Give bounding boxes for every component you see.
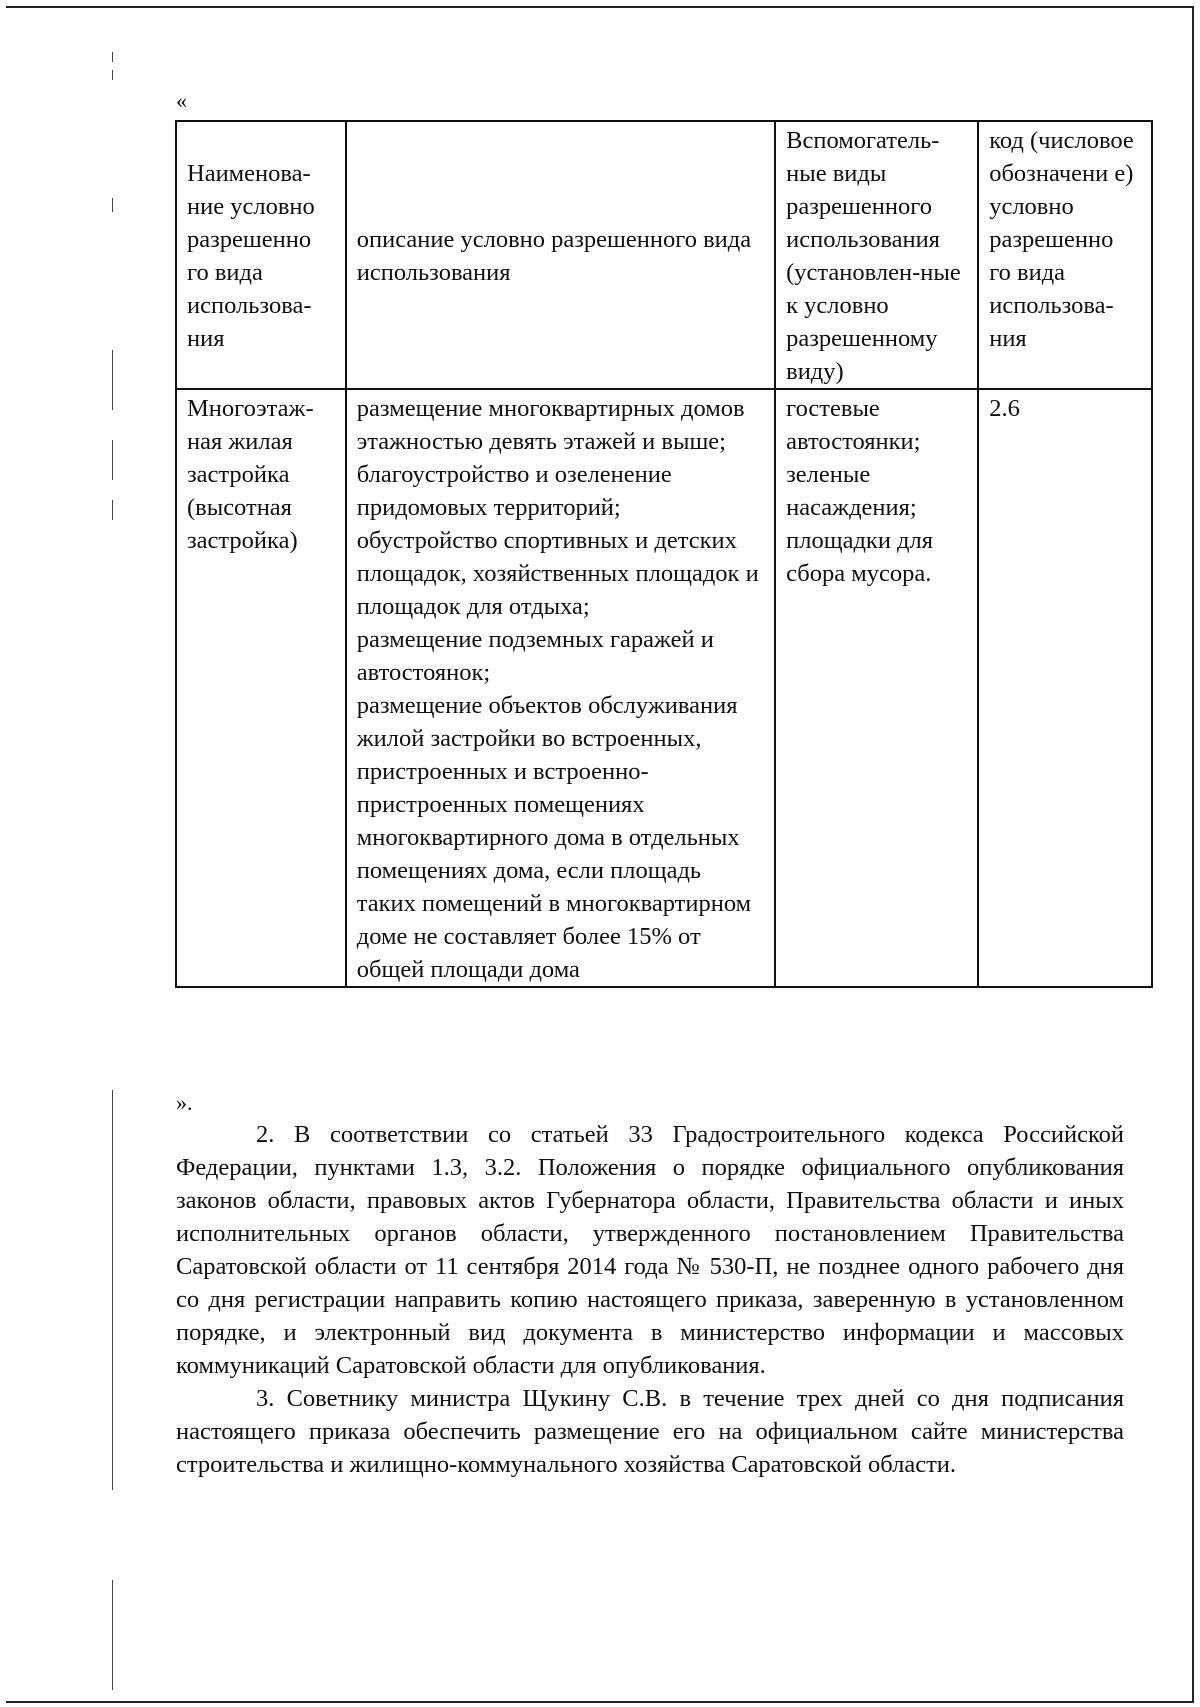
header-name-cell: Наименова-ние условно разрешенно го вида использова-ния: [176, 121, 346, 389]
scan-margin-marks: [112, 40, 116, 1690]
usage-types-table: [175, 120, 1153, 988]
close-quote: ».: [176, 1090, 193, 1115]
paragraph-2: 2. В соответствии со статьей 33 Градостроительного кодекса Российской Федерации, пунктами 1.3, 3.2. Положения о порядке официального опубликования законов области, правовых актов Губернатора области, Правительства области и иных исполнительных органов области, утвержденного постановлением Правительства Саратовской области от 11 сентября 2014 года № 530-П, не позднее одного рабочего дня со дня регистрации направить копию настоящего приказа, заверенную в установленном порядке, и электронный вид документа в министерство информации и массовых коммуникаций Саратовской области для опубликования.: [176, 1121, 1124, 1379]
body-text: [176, 1118, 1124, 1481]
row-auxiliary-cell: [775, 389, 978, 987]
description-line: обустройство спортивных и детских площадок, хозяйственных площадок и площадок для отдыха;: [356, 527, 759, 620]
row-code-cell: 2.6: [978, 389, 1152, 987]
row-description-cell: [346, 389, 775, 987]
table-header-row: [176, 121, 1152, 389]
header-code-cell: код (числовое обозначени е) условно разрешенно го вида использова-ния: [978, 121, 1152, 389]
paragraph-3: 3. Советнику министра Щукину С.В. в течение трех дней со дня подписания настоящего приказа обеспечить размещение его на официальном сайте министерства строительства и жилищно-коммунального хозяйства Саратовской области.: [176, 1385, 1124, 1478]
auxiliary-line: гостевые автостоянки;: [786, 395, 921, 455]
auxiliary-line: площадки для сбора мусора.: [786, 527, 934, 587]
description-line: благоустройство и озеленение придомовых территорий;: [356, 461, 672, 521]
description-line: размещение подземных гаражей и автостоянок;: [356, 626, 714, 686]
row-name-cell: Многоэтаж-ная жилая застройка (высотная застройка): [176, 389, 346, 987]
auxiliary-line: зеленые насаждения;: [786, 461, 917, 521]
table-row: [176, 389, 1152, 987]
header-auxiliary-cell: Вспомогатель-ные виды разрешенного использования (установлен-ные к условно разрешенному виду): [775, 121, 978, 389]
header-description-cell: описание условно разрешенного вида использования: [346, 121, 775, 389]
description-line: размещение объектов обслуживания жилой застройки во встроенных, пристроенных и встроенно-пристроенных помещениях многоквартирного дома в отдельных помещениях дома, если площадь таких помещений в многоквартирном доме не составляет более 15% от общей площади дома: [356, 692, 752, 983]
open-quote: «: [176, 88, 187, 113]
description-line: размещение многоквартирных домов этажностью девять этажей и выше;: [356, 395, 745, 455]
